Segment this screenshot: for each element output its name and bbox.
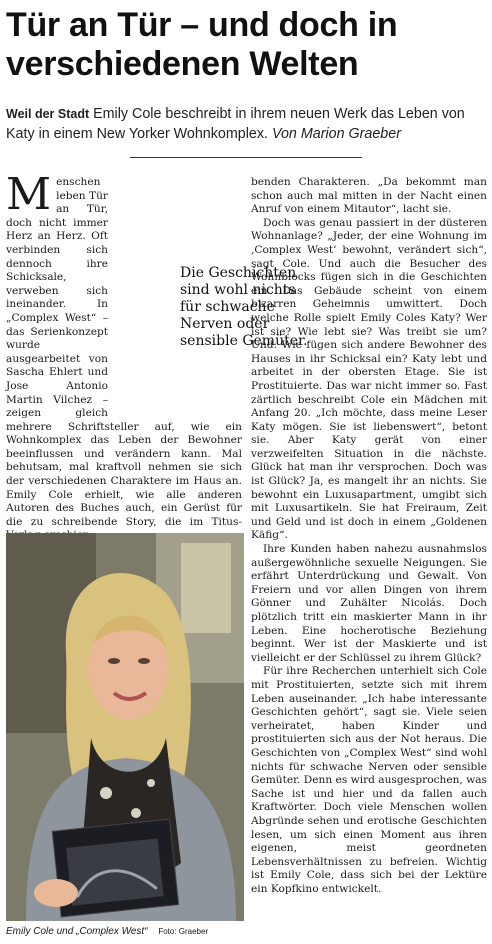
article-paragraph: Ihre Kunden haben nahezu ausnahmslos außergewöhnliche sexuelle Neigungen. Sie erfährt Unterdrückung und Gewalt. Von Freiern und vor allen Dingen von ihrem Gönner und Zuhälter Nicolás. Doch plötzlich tritt ein maskierter Mann in ihr Leben. Eine hocherotische Beziehung beginnt. Wer ist der Maskierte und ist vielleicht er der Schlüssel zu ihrem Glück? — [251, 543, 487, 664]
author-byline: Von Marion Graeber — [271, 126, 401, 142]
dateline-location: Weil der Stadt — [6, 107, 90, 121]
article-paragraph: benden Charakteren. „Da bekommt man schon auch mal mitten in der Nacht einen Anruf von einem Mitautor“, lacht sie. — [251, 176, 487, 216]
photo-caption — [6, 925, 244, 938]
headline: Tür an Tür – und doch in verschiedenen Welten — [6, 6, 398, 83]
lead-text: Emily Cole beschreibt in ihrem neuen Werk das Leben von Katy in einem New Yorker Wohnkomplex. — [6, 106, 465, 142]
divider — [130, 157, 362, 158]
photo-credit: Foto: Graeber — [158, 927, 209, 936]
drop-cap: M — [6, 169, 52, 220]
text-column-right — [251, 176, 487, 896]
paragraph-text: enschen leben Tür an Tür, doch nicht immer Herz an Herz. Oft verbinden sich dennoch ihre Schicksale, verweben sich ineinander. In „Complex West“ – das Serienkonzept wurde ausgearbeitet von Sascha Ehlert und Jose Antonio Martin Vilchez – zeigen gleich mehrere Schriftsteller auf, wie ein Wohnkomplex das Leben der Bewohner beeinflussen und verändern kann. Mal behutsam, mal kraftvoll nehmen sie sich der verschiedenen Charaktere im Haus an. Emily Cole erhielt, wie alle anderen Autoren des Buches auch, ein Gerüst für die zu schreibende Story, die im Titus- — [6, 176, 242, 528]
caption-text: Emily Cole und „Complex West“ — [6, 926, 148, 937]
lead-paragraph — [6, 104, 488, 144]
article-paragraph: Für ihre Recherchen unterhielt sich Cole mit Prostituierten, setzte sich mit ihrem Leben auseinander. „Ich habe interessante Geschichten gehört“, sagt sie. Viele seien verheiratet, haben Kinder und prostituierten sich aus der Not heraus. Die Geschichten von „Complex West“ sind wohl nichts für schwache Nerven oder sensible Gemüter. Denn es wird ausgesprochen, was Sache ist und hier und da fallen auch Kraftwörter. Doch viele Menschen wollen Abgründe sehen und erotische Geschichten lesen, um sich einen Moment aus ihren eigenen, meist geordneten Lebensverhältnissen zu befreien. Wichtig ist Emily Cole, dass sich bei der Lektüre ein Kopfkino entwickelt. — [251, 665, 487, 895]
pull-quote: Die Geschichten sind wohl nichts für schwache Nerven oder sensible Gemüter. — [180, 265, 314, 350]
author-photo — [6, 533, 244, 921]
photo-illustration — [6, 533, 244, 921]
article-paragraph: Doch was genau passiert in der düsteren Wohnanlage? „Jeder, der eine Wohnung im ‚Complex West‘ bewohnt, verändert sich“, sagt Cole. Und auch die Besucher des Wohnblocks fügen sich in die Geschichten ein. Das Gebäude scheint von einem bizarren Geheimnis umwittert. Doch welche Rolle spielt Emily Coles Katy? Wer ist sie? Wie lebt sie? Was treibt sie um? Und: Wie fügen sich andere Bewohner des Hauses in ihr Schicksal ein? Katy lebt und arbeitet in der obersten Etage. Sie ist Prostituierte. Das war nicht immer so. Fast zärtlich beschreibt Cole ein Mädchen mit Anfang 20. „Ich möchte, dass meine Leser Katy mögen. Sie ist liebenswert“, betont sie. Aber Katy gerät von einer verzweifelten Situation in die nächste. Glück hat man ihr versprochen. Doch was ist Glück? Ja, es mangelt ihr an nichts. Sie bewohnt ein Luxusapartment, umgibt sich mit Luxusartikeln. Sie hat Freiraum, Zeit und Geld und ist doch in einem „Goldenen Käfig“. — [251, 216, 487, 542]
